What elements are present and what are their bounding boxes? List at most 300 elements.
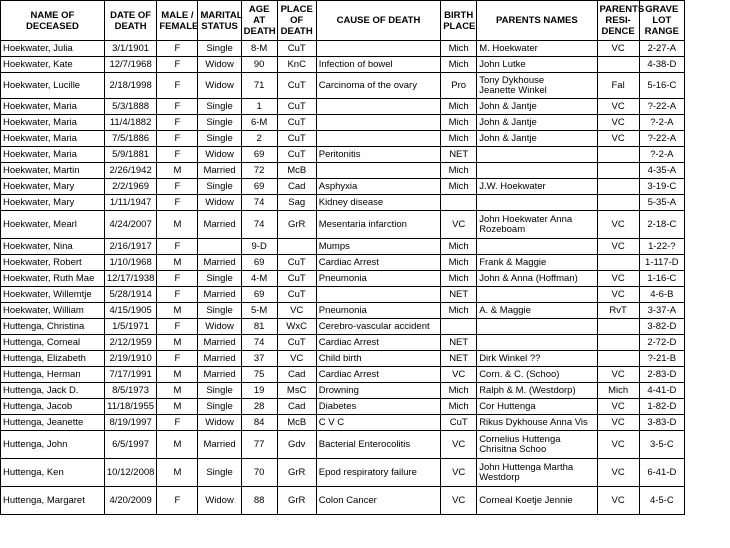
- parents-names-cell: [477, 179, 597, 195]
- age-at-death-cell: 37: [241, 351, 277, 367]
- deceased-name-cell: Huttenga, Corneal: [1, 335, 105, 351]
- parents-residence-cell: [597, 57, 639, 73]
- parents-residence-cell: VC: [597, 487, 639, 515]
- marital-status-cell: Widow: [198, 73, 241, 99]
- deceased-name-cell: Hoekwater, Mary: [1, 195, 105, 211]
- parents-line: J.W. Hoekwater: [479, 180, 546, 192]
- parents-line: Rikus Dykhouse Anna Vis: [479, 416, 588, 428]
- date-of-death-cell: 8/19/1997: [104, 415, 156, 431]
- sex-cell: F: [157, 351, 198, 367]
- age-at-death-cell: 71: [241, 73, 277, 99]
- birth-place-cell: NET: [441, 147, 477, 163]
- sex-cell: M: [157, 459, 198, 487]
- deceased-name-cell: Hoekwater, Maria: [1, 99, 105, 115]
- grave-lot-range-cell: 4-5-C: [639, 487, 684, 515]
- table-row: [1, 319, 685, 335]
- table-row: [1, 367, 685, 383]
- grave-lot-range-cell: 5-35-A: [639, 195, 684, 211]
- cause-of-death-cell: Cardiac Arrest: [316, 367, 440, 383]
- parents-names-cell: [477, 195, 597, 211]
- parents-line: Corn. & C. (Schoo): [479, 368, 560, 380]
- cause-of-death-cell: Drowning: [316, 383, 440, 399]
- table-row: [1, 335, 685, 351]
- marital-status-cell: Married: [198, 255, 241, 271]
- sex-cell: F: [157, 147, 198, 163]
- header-row: [1, 1, 685, 41]
- age-at-death-cell: 69: [241, 255, 277, 271]
- cause-of-death-cell: Kidney disease: [316, 195, 440, 211]
- marital-status-cell: Single: [198, 115, 241, 131]
- date-of-death-cell: 8/5/1973: [104, 383, 156, 399]
- header-line: DECEASED: [26, 20, 79, 32]
- parents-residence-cell: [597, 319, 639, 335]
- place-of-death-cell: McB: [277, 415, 316, 431]
- grave-lot-range-cell: 1-117-D: [639, 255, 684, 271]
- place-of-death-cell: VC: [277, 351, 316, 367]
- parents-residence-cell: VC: [597, 459, 639, 487]
- table-row: [1, 459, 685, 487]
- birth-place-cell: Mich: [441, 163, 477, 179]
- age-at-death-cell: 2: [241, 131, 277, 147]
- sex-cell: F: [157, 415, 198, 431]
- parents-residence-cell: VC: [597, 431, 639, 459]
- date-of-death-cell: 2/26/1942: [104, 163, 156, 179]
- deceased-name-cell: Huttenga, Herman: [1, 367, 105, 383]
- sex-cell: F: [157, 271, 198, 287]
- table-body: [1, 41, 685, 515]
- birth-place-cell: [441, 195, 477, 211]
- age-at-death-cell: 75: [241, 367, 277, 383]
- deceased-name-cell: Huttenga, Ken: [1, 459, 105, 487]
- header-line: CAUSE OF DEATH: [336, 15, 421, 26]
- birth-place-cell: NET: [441, 351, 477, 367]
- header-male-female: [157, 1, 198, 41]
- place-of-death-cell: Sag: [277, 195, 316, 211]
- header-line: DEATH: [280, 26, 313, 37]
- date-of-death-cell: 3/1/1901: [104, 41, 156, 57]
- birth-place-cell: [441, 319, 477, 335]
- parents-line: A. & Maggie: [479, 304, 531, 316]
- parents-residence-cell: [597, 163, 639, 179]
- header-line: DENCE: [601, 26, 635, 37]
- grave-lot-range-cell: 3-5-C: [639, 431, 684, 459]
- header-name-of-deceased: [1, 1, 105, 41]
- deceased-name-cell: Hoekwater, Nina: [1, 239, 105, 255]
- parents-line: John Hoekwater Anna: [479, 213, 573, 225]
- sex-cell: F: [157, 73, 198, 99]
- cause-of-death-cell: Cardiac Arrest: [316, 335, 440, 351]
- table-row: [1, 415, 685, 431]
- date-of-death-cell: 12/17/1938: [104, 271, 156, 287]
- date-of-death-cell: 2/18/1998: [104, 73, 156, 99]
- table-row: [1, 57, 685, 73]
- header-grave-lot-range: [639, 1, 684, 41]
- header-parents-residence: [597, 1, 645, 41]
- header-line: PARENTS: [599, 4, 645, 15]
- age-at-death-cell: 72: [241, 163, 277, 179]
- age-at-death-cell: 84: [241, 415, 277, 431]
- marital-status-cell: Widow: [198, 57, 241, 73]
- date-of-death-cell: 5/3/1888: [104, 99, 156, 115]
- parents-residence-cell: Mich: [597, 383, 639, 399]
- parents-names-cell: [477, 57, 597, 73]
- parents-line: Cornelius Huttenga: [479, 433, 561, 445]
- sex-cell: F: [157, 195, 198, 211]
- header-line: DEATH: [114, 20, 147, 32]
- table-row: [1, 195, 685, 211]
- birth-place-cell: Mich: [441, 115, 477, 131]
- place-of-death-cell: WxC: [277, 319, 316, 335]
- grave-lot-range-cell: 2-83-D: [639, 367, 684, 383]
- birth-place-cell: NET: [441, 335, 477, 351]
- sex-cell: F: [157, 57, 198, 73]
- table-row: [1, 239, 685, 255]
- age-at-death-cell: 69: [241, 179, 277, 195]
- cause-of-death-cell: Epod respiratory failure: [316, 459, 440, 487]
- cause-of-death-cell: Infection of bowel: [316, 57, 440, 73]
- table-row: [1, 271, 685, 287]
- date-of-death-cell: 1/10/1968: [104, 255, 156, 271]
- header-line: BIRTH: [444, 9, 474, 21]
- parents-names-cell: [477, 255, 597, 271]
- sex-cell: M: [157, 163, 198, 179]
- birth-place-cell: Mich: [441, 57, 477, 73]
- marital-status-cell: Single: [198, 399, 241, 415]
- cause-of-death-cell: [316, 99, 440, 115]
- place-of-death-cell: CuT: [277, 115, 316, 131]
- birth-place-cell: VC: [441, 431, 477, 459]
- deceased-name-cell: Huttenga, John: [1, 431, 105, 459]
- parents-names-cell: [477, 239, 597, 255]
- parents-names-cell: [477, 99, 597, 115]
- table-row: [1, 179, 685, 195]
- cause-of-death-cell: Bacterial Enterocolitis: [316, 431, 440, 459]
- sex-cell: F: [157, 487, 198, 515]
- place-of-death-cell: MsC: [277, 383, 316, 399]
- deceased-name-cell: Huttenga, Jeanette: [1, 415, 105, 431]
- parents-residence-cell: VC: [597, 115, 639, 131]
- table-row: [1, 99, 685, 115]
- header-line: NAME OF: [30, 9, 75, 21]
- grave-lot-range-cell: ?-2-A: [639, 147, 684, 163]
- place-of-death-cell: CuT: [277, 99, 316, 115]
- place-of-death-cell: Gdv: [277, 431, 316, 459]
- deceased-name-cell: Hoekwater, Lucille: [1, 73, 105, 99]
- place-of-death-cell: McB: [277, 163, 316, 179]
- parents-residence-cell: [597, 195, 639, 211]
- place-of-death-cell: CuT: [277, 271, 316, 287]
- deceased-name-cell: Hoekwater, Mary: [1, 179, 105, 195]
- table-row: [1, 115, 685, 131]
- header-line: FEMALE: [159, 20, 199, 32]
- parents-names-cell: [477, 383, 597, 399]
- sex-cell: M: [157, 255, 198, 271]
- grave-lot-range-cell: 1-16-C: [639, 271, 684, 287]
- grave-lot-range-cell: 3-82-D: [639, 319, 684, 335]
- grave-lot-range-cell: 1-82-D: [639, 399, 684, 415]
- birth-place-cell: VC: [441, 211, 477, 239]
- table-row: [1, 287, 685, 303]
- cause-of-death-cell: [316, 115, 440, 131]
- marital-status-cell: Single: [198, 303, 241, 319]
- grave-lot-range-cell: ?-22-A: [639, 99, 684, 115]
- header-date-of-death: [104, 1, 156, 41]
- parents-residence-cell: [597, 335, 639, 351]
- parents-line: Rozeboam: [479, 223, 526, 235]
- place-of-death-cell: CuT: [277, 41, 316, 57]
- parents-names-cell: [477, 399, 597, 415]
- place-of-death-cell: CuT: [277, 73, 316, 99]
- table-row: [1, 147, 685, 163]
- header-line: DEATH: [243, 26, 276, 37]
- deceased-name-cell: Huttenga, Elizabeth: [1, 351, 105, 367]
- deceased-name-cell: Hoekwater, William: [1, 303, 105, 319]
- deceased-name-cell: Hoekwater, Julia: [1, 41, 105, 57]
- sex-cell: M: [157, 335, 198, 351]
- age-at-death-cell: 9-D: [241, 239, 277, 255]
- place-of-death-cell: [277, 239, 316, 255]
- marital-status-cell: Married: [198, 287, 241, 303]
- marital-status-cell: [198, 239, 241, 255]
- birth-place-cell: Mich: [441, 271, 477, 287]
- date-of-death-cell: 11/4/1882: [104, 115, 156, 131]
- parents-line: Dirk Winkel ??: [479, 352, 541, 364]
- age-at-death-cell: 70: [241, 459, 277, 487]
- marital-status-cell: Married: [198, 431, 241, 459]
- place-of-death-cell: CuT: [277, 255, 316, 271]
- parents-residence-cell: VC: [597, 211, 639, 239]
- cause-of-death-cell: Child birth: [316, 351, 440, 367]
- parents-line: John & Anna (Hoffman): [479, 272, 578, 284]
- marital-status-cell: Widow: [198, 319, 241, 335]
- grave-lot-range-cell: 5-16-C: [639, 73, 684, 99]
- parents-residence-cell: VC: [597, 415, 639, 431]
- parents-names-cell: [477, 459, 597, 487]
- marital-status-cell: Married: [198, 351, 241, 367]
- sex-cell: F: [157, 179, 198, 195]
- place-of-death-cell: KnC: [277, 57, 316, 73]
- table-row: [1, 303, 685, 319]
- marital-status-cell: Married: [198, 367, 241, 383]
- cause-of-death-cell: Cerebro-vascular accident: [316, 319, 440, 335]
- cause-of-death-cell: Pneumonia: [316, 271, 440, 287]
- marital-status-cell: Single: [198, 179, 241, 195]
- table-row: [1, 41, 685, 57]
- parents-residence-cell: [597, 351, 639, 367]
- parents-names-cell: [477, 487, 597, 515]
- parents-residence-cell: VC: [597, 367, 639, 383]
- sex-cell: F: [157, 319, 198, 335]
- age-at-death-cell: 6-M: [241, 115, 277, 131]
- grave-lot-range-cell: 1-22-?: [639, 239, 684, 255]
- cause-of-death-cell: [316, 41, 440, 57]
- parents-residence-cell: VC: [597, 99, 639, 115]
- birth-place-cell: NET: [441, 287, 477, 303]
- parents-names-cell: [477, 335, 597, 351]
- table-row: [1, 255, 685, 271]
- parents-residence-cell: [597, 255, 639, 271]
- date-of-death-cell: 7/17/1991: [104, 367, 156, 383]
- marital-status-cell: Single: [198, 271, 241, 287]
- place-of-death-cell: Cad: [277, 179, 316, 195]
- parents-line: Tony Dykhouse: [479, 74, 545, 86]
- age-at-death-cell: 88: [241, 487, 277, 515]
- sex-cell: F: [157, 115, 198, 131]
- marital-status-cell: Married: [198, 163, 241, 179]
- marital-status-cell: Single: [198, 383, 241, 399]
- parents-line: John & Jantje: [479, 116, 537, 128]
- deceased-name-cell: Huttenga, Jacob: [1, 399, 105, 415]
- deceased-name-cell: Hoekwater, Robert: [1, 255, 105, 271]
- deceased-name-cell: Hoekwater, Maria: [1, 147, 105, 163]
- parents-line: Corneal Koetje Jennie: [479, 494, 573, 506]
- grave-lot-range-cell: 4-6-B: [639, 287, 684, 303]
- birth-place-cell: VC: [441, 487, 477, 515]
- cause-of-death-cell: Colon Cancer: [316, 487, 440, 515]
- parents-names-cell: [477, 271, 597, 287]
- sex-cell: F: [157, 41, 198, 57]
- birth-place-cell: Mich: [441, 239, 477, 255]
- date-of-death-cell: 4/24/2007: [104, 211, 156, 239]
- cause-of-death-cell: Peritonitis: [316, 147, 440, 163]
- header-line: RESI-: [605, 15, 631, 26]
- date-of-death-cell: 11/18/1955: [104, 399, 156, 415]
- header-line: RANGE: [644, 26, 679, 37]
- grave-lot-range-cell: 6-41-D: [639, 459, 684, 487]
- place-of-death-cell: Cad: [277, 399, 316, 415]
- deceased-name-cell: Huttenga, Margaret: [1, 487, 105, 515]
- birth-place-cell: VC: [441, 367, 477, 383]
- header-line: GRAVE: [645, 4, 679, 15]
- grave-lot-range-cell: ?-2-A: [639, 115, 684, 131]
- header-line: PARENTS NAMES: [496, 15, 578, 26]
- date-of-death-cell: 1/5/1971: [104, 319, 156, 335]
- parents-names-cell: [477, 115, 597, 131]
- age-at-death-cell: 4-M: [241, 271, 277, 287]
- marital-status-cell: Single: [198, 459, 241, 487]
- grave-lot-range-cell: 4-38-D: [639, 57, 684, 73]
- deceased-name-cell: Huttenga, Christina: [1, 319, 105, 335]
- birth-place-cell: Mich: [441, 399, 477, 415]
- date-of-death-cell: 12/7/1968: [104, 57, 156, 73]
- age-at-death-cell: 74: [241, 195, 277, 211]
- date-of-death-cell: 5/9/1881: [104, 147, 156, 163]
- age-at-death-cell: 90: [241, 57, 277, 73]
- grave-lot-range-cell: ?-22-A: [639, 131, 684, 147]
- birth-place-cell: CuT: [441, 415, 477, 431]
- table-row: [1, 131, 685, 147]
- deceased-name-cell: Huttenga, Jack D.: [1, 383, 105, 399]
- parents-names-cell: [477, 415, 597, 431]
- parents-names-cell: [477, 211, 597, 239]
- birth-place-cell: Pro: [441, 73, 477, 99]
- date-of-death-cell: 6/5/1997: [104, 431, 156, 459]
- sex-cell: M: [157, 383, 198, 399]
- header-line: MALE /: [161, 9, 194, 21]
- cause-of-death-cell: [316, 287, 440, 303]
- header-birth-place: [441, 1, 477, 41]
- marital-status-cell: Single: [198, 99, 241, 115]
- grave-lot-range-cell: 3-37-A: [639, 303, 684, 319]
- age-at-death-cell: 1: [241, 99, 277, 115]
- deceased-name-cell: Hoekwater, Maria: [1, 131, 105, 147]
- header-line: MARITAL: [200, 9, 243, 21]
- grave-lot-range-cell: 2-18-C: [639, 211, 684, 239]
- parents-names-cell: [477, 163, 597, 179]
- marital-status-cell: Single: [198, 131, 241, 147]
- parents-names-cell: [477, 131, 597, 147]
- date-of-death-cell: 2/2/1969: [104, 179, 156, 195]
- parents-names-cell: [477, 431, 597, 459]
- date-of-death-cell: 10/12/2008: [104, 459, 156, 487]
- place-of-death-cell: CuT: [277, 147, 316, 163]
- date-of-death-cell: 2/12/1959: [104, 335, 156, 351]
- age-at-death-cell: 19: [241, 383, 277, 399]
- parents-residence-cell: [597, 147, 639, 163]
- sex-cell: M: [157, 399, 198, 415]
- birth-place-cell: VC: [441, 459, 477, 487]
- header-line: AGE AT: [248, 4, 270, 26]
- parents-names-cell: [477, 287, 597, 303]
- header-line: OF: [290, 15, 304, 26]
- deceased-name-cell: Hoekwater, Mearl: [1, 211, 105, 239]
- birth-place-cell: Mich: [441, 255, 477, 271]
- header-line: DATE OF: [110, 9, 152, 21]
- parents-names-cell: [477, 73, 597, 99]
- marital-status-cell: Married: [198, 335, 241, 351]
- table-row: [1, 431, 685, 459]
- parents-line: John & Jantje: [479, 132, 537, 144]
- date-of-death-cell: 2/19/1910: [104, 351, 156, 367]
- parents-line: Westdorp: [479, 471, 520, 483]
- marital-status-cell: Single: [198, 41, 241, 57]
- birth-place-cell: Mich: [441, 383, 477, 399]
- place-of-death-cell: CuT: [277, 131, 316, 147]
- cause-of-death-cell: [316, 163, 440, 179]
- grave-lot-range-cell: 2-27-A: [639, 41, 684, 57]
- birth-place-cell: Mich: [441, 131, 477, 147]
- age-at-death-cell: 5-M: [241, 303, 277, 319]
- date-of-death-cell: 2/16/1917: [104, 239, 156, 255]
- age-at-death-cell: 77: [241, 431, 277, 459]
- header-line: LOT: [652, 15, 672, 26]
- parents-names-cell: [477, 319, 597, 335]
- table-row: [1, 163, 685, 179]
- parents-line: John Huttenga Martha: [479, 461, 574, 473]
- sex-cell: M: [157, 303, 198, 319]
- parents-residence-cell: VC: [597, 287, 639, 303]
- sex-cell: F: [157, 131, 198, 147]
- cause-of-death-cell: Mumps: [316, 239, 440, 255]
- grave-lot-range-cell: 4-41-D: [639, 383, 684, 399]
- deceased-name-cell: Hoekwater, Ruth Mae: [1, 271, 105, 287]
- age-at-death-cell: 28: [241, 399, 277, 415]
- sex-cell: M: [157, 211, 198, 239]
- parents-line: Frank & Maggie: [479, 256, 547, 268]
- header-line: PLACE: [443, 20, 476, 32]
- header-place-of-death: [277, 1, 316, 41]
- grave-lot-range-cell: 2-72-D: [639, 335, 684, 351]
- place-of-death-cell: VC: [277, 303, 316, 319]
- parents-names-cell: [477, 147, 597, 163]
- parents-residence-cell: Fal: [597, 73, 639, 99]
- place-of-death-cell: GrR: [277, 211, 316, 239]
- marital-status-cell: Widow: [198, 487, 241, 515]
- parents-residence-cell: VC: [597, 239, 639, 255]
- parents-line: John Lutke: [479, 58, 526, 70]
- age-at-death-cell: 69: [241, 287, 277, 303]
- age-at-death-cell: 74: [241, 335, 277, 351]
